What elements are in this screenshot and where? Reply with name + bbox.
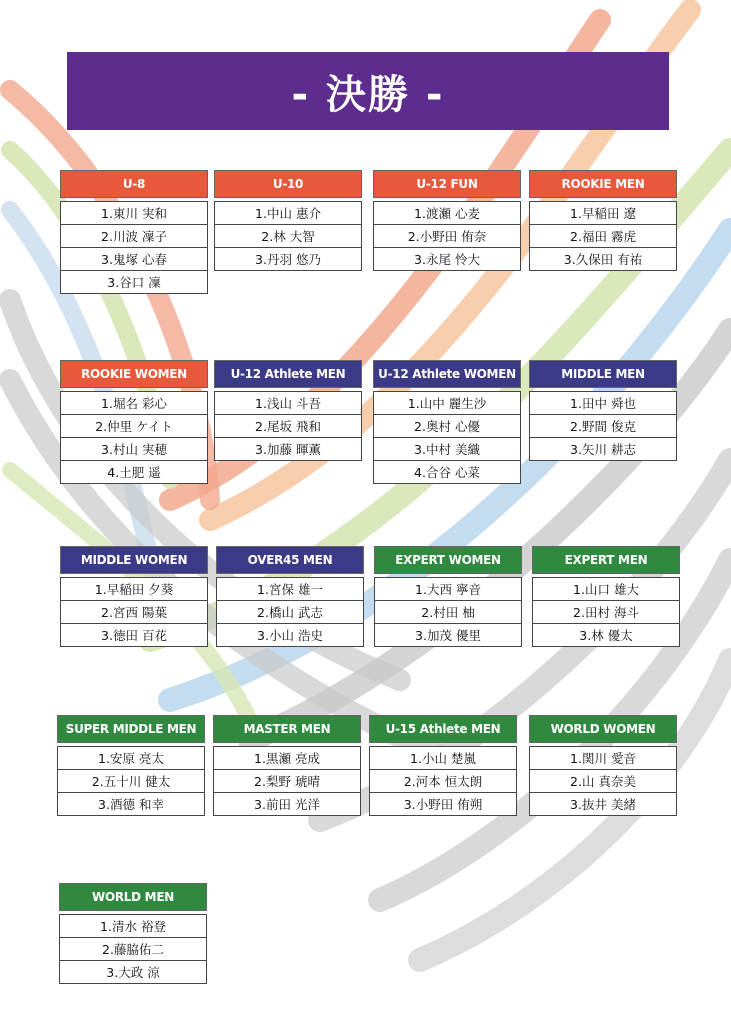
result-row: 2.田村 海斗: [533, 601, 679, 624]
category-header: OVER45 MEN: [216, 546, 364, 574]
result-list: [214, 391, 362, 461]
result-row: 2.仲里 ケイト: [61, 415, 207, 438]
result-row: 1.小山 楚嵐: [370, 747, 516, 770]
category-block: [373, 360, 521, 484]
result-row: 3.大政 涼: [60, 961, 206, 983]
result-list: [60, 201, 208, 294]
category-header: U-10: [214, 170, 362, 198]
category-block: [529, 360, 677, 461]
result-row: 2.野間 俊克: [530, 415, 676, 438]
result-list: [57, 746, 205, 816]
result-row: 2.川波 凜子: [61, 225, 207, 248]
result-row: 3.抜井 美緒: [530, 793, 676, 815]
result-row: 1.山中 麗生沙: [374, 392, 520, 415]
category-header: ROOKIE WOMEN: [60, 360, 208, 388]
result-row: 2.五十川 健太: [58, 770, 204, 793]
category-header: WORLD WOMEN: [529, 715, 677, 743]
result-row: 1.東川 実和: [61, 202, 207, 225]
result-list: [529, 201, 677, 271]
category-header: SUPER MIDDLE MEN: [57, 715, 205, 743]
category-block: [369, 715, 517, 816]
result-list: [374, 577, 522, 647]
result-row: 3.村山 実穂: [61, 438, 207, 461]
result-row: 3.前田 光洋: [214, 793, 360, 815]
category-block: [60, 546, 208, 647]
result-row: 2.林 大智: [215, 225, 361, 248]
result-row: 1.宮保 雄一: [217, 578, 363, 601]
category-block: [529, 715, 677, 816]
result-row: 1.黒瀬 亮成: [214, 747, 360, 770]
result-row: 3.酒德 和幸: [58, 793, 204, 815]
result-list: [373, 201, 521, 271]
result-row: 4.土肥 遥: [61, 461, 207, 483]
result-row: 2.藤脇佑二: [60, 938, 206, 961]
category-block: [59, 883, 207, 984]
result-list: [213, 746, 361, 816]
result-row: 3.加茂 優里: [375, 624, 521, 646]
result-row: 1.浅山 斗吾: [215, 392, 361, 415]
category-header: U-12 FUN: [373, 170, 521, 198]
category-block: [60, 360, 208, 484]
result-row: 2.山 真奈美: [530, 770, 676, 793]
result-row: 3.鬼塚 心春: [61, 248, 207, 271]
category-block: [214, 170, 362, 271]
result-list: [532, 577, 680, 647]
result-row: 3.久保田 有祐: [530, 248, 676, 270]
result-row: 2.橋山 武志: [217, 601, 363, 624]
result-row: 2.福田 霧虎: [530, 225, 676, 248]
result-row: 3.小山 浩史: [217, 624, 363, 646]
category-block: [373, 170, 521, 271]
result-row: 1.安原 亮太: [58, 747, 204, 770]
category-block: [57, 715, 205, 816]
category-header: ROOKIE MEN: [529, 170, 677, 198]
category-block: [374, 546, 522, 647]
result-row: 1.大西 寧音: [375, 578, 521, 601]
result-list: [369, 746, 517, 816]
result-list: [60, 391, 208, 484]
category-header: WORLD MEN: [59, 883, 207, 911]
result-row: 2.小野田 侑奈: [374, 225, 520, 248]
result-list: [529, 391, 677, 461]
result-list: [214, 201, 362, 271]
result-list: [59, 914, 207, 984]
result-row: 1.堀名 彩心: [61, 392, 207, 415]
category-header: EXPERT MEN: [532, 546, 680, 574]
category-header: MASTER MEN: [213, 715, 361, 743]
category-block: [214, 360, 362, 461]
category-header: MIDDLE MEN: [529, 360, 677, 388]
result-row: 2.梨野 琥晴: [214, 770, 360, 793]
result-list: [529, 746, 677, 816]
category-block: [532, 546, 680, 647]
category-block: [60, 170, 208, 294]
result-row: 2.宮西 陽葉: [61, 601, 207, 624]
result-row: 3.加藤 暉薫: [215, 438, 361, 460]
result-list: [216, 577, 364, 647]
category-header: U-15 Athlete MEN: [369, 715, 517, 743]
category-header: EXPERT WOMEN: [374, 546, 522, 574]
result-row: 1.早稲田 夕葵: [61, 578, 207, 601]
result-row: 1.山口 雄大: [533, 578, 679, 601]
result-row: 1.清水 裕登: [60, 915, 206, 938]
result-row: 3.永尾 怜大: [374, 248, 520, 270]
page-title-banner: [67, 52, 669, 130]
category-block: [216, 546, 364, 647]
result-row: 3.中村 美織: [374, 438, 520, 461]
page-title: - 決勝 -: [291, 71, 445, 118]
result-list: [60, 577, 208, 647]
result-row: 1.中山 惠介: [215, 202, 361, 225]
result-row: 3.丹羽 悠乃: [215, 248, 361, 270]
category-header: U-8: [60, 170, 208, 198]
result-row: 4.合谷 心菜: [374, 461, 520, 483]
result-row: 1.渡瀬 心麦: [374, 202, 520, 225]
result-row: 1.関川 愛音: [530, 747, 676, 770]
category-header: MIDDLE WOMEN: [60, 546, 208, 574]
result-row: 1.田中 舜也: [530, 392, 676, 415]
category-header: U-12 Athlete WOMEN: [373, 360, 521, 388]
result-list: [373, 391, 521, 484]
result-row: 3.林 優太: [533, 624, 679, 646]
result-row: 1.早稲田 遼: [530, 202, 676, 225]
result-row: 2.奥村 心優: [374, 415, 520, 438]
result-row: 2.村田 柚: [375, 601, 521, 624]
result-row: 3.谷口 凜: [61, 271, 207, 293]
result-row: 3.徳田 百花: [61, 624, 207, 646]
category-header: U-12 Athlete MEN: [214, 360, 362, 388]
category-block: [529, 170, 677, 271]
result-row: 3.矢川 耕志: [530, 438, 676, 460]
category-block: [213, 715, 361, 816]
result-row: 3.小野田 侑朔: [370, 793, 516, 815]
result-row: 2.河本 恒太朗: [370, 770, 516, 793]
result-row: 2.尾坂 飛和: [215, 415, 361, 438]
